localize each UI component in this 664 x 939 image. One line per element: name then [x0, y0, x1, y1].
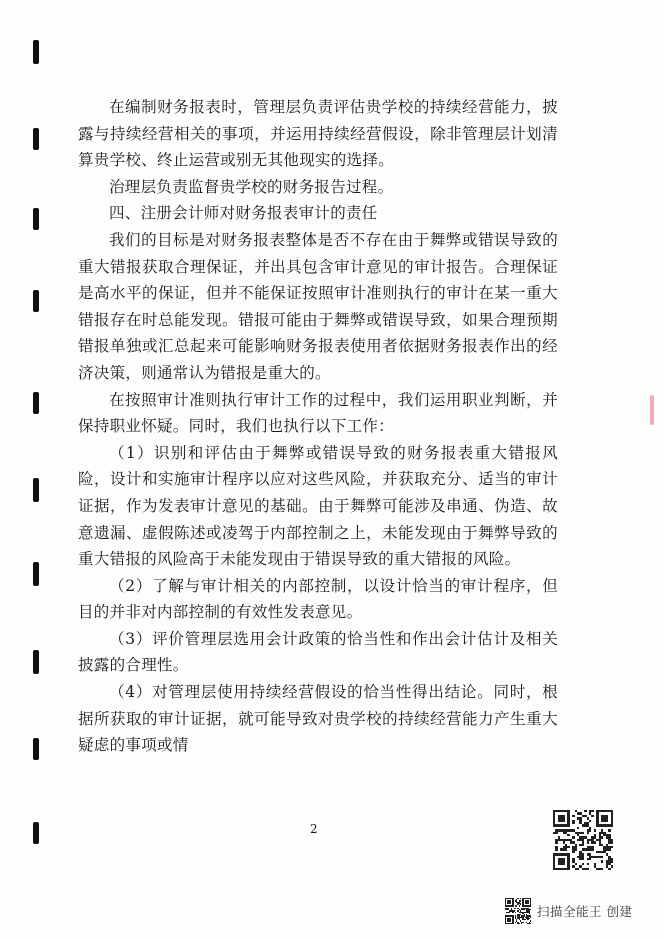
section-heading: 四、注册会计师对财务报表审计的责任: [109, 204, 378, 223]
list-item: （2）了解与审计相关的内部控制，以设计恰当的审计程序，但目的并非对内部控制的有效性发表意见。: [78, 576, 558, 622]
paragraph: 在按照审计准则执行审计工作的过程中，我们运用职业判断，并保持职业怀疑。同时，我们也执行以下工作：: [78, 390, 558, 436]
binding-mark: [33, 290, 39, 312]
binding-mark: [33, 208, 39, 230]
list-item: （1）识别和评估由于舞弊或错误导致的财务报表重大错报风险，设计和实施审计程序以应对这些风险，并获取充分、适当的审计证据，作为发表审计意见的基础。由于舞弊可能涉及串通、伪造、故意遗漏、虚假陈述或凌驾于内部控制之上，未能发现由于舞弊导致的重大错报的风险高于未能发现由于错误导致的重大错报的风险。: [78, 443, 558, 569]
document-body: [78, 94, 558, 759]
paragraph: 在编制财务报表时，管理层负责评估贵学校的持续经营能力，披露与持续经营相关的事项，并运用持续经营假设，除非管理层计划清算贵学校、终止运营或别无其他现实的选择。: [78, 98, 558, 170]
list-item: （3）评价管理层选用会计政策的恰当性和作出会计估计及相关披露的合理性。: [78, 629, 558, 675]
binding-mark: [33, 822, 39, 844]
paragraph: 治理层负责监督贵学校的财务报告过程。: [109, 177, 394, 196]
binding-mark: [33, 392, 39, 414]
binding-mark: [33, 128, 39, 150]
binding-mark: [33, 40, 39, 64]
binding-mark: [33, 478, 39, 502]
binding-mark: [33, 738, 39, 760]
binding-mark: [33, 562, 39, 586]
list-item: （4）对管理层使用持续经营假设的恰当性得出结论。同时，根据所获取的审计证据，就可能导致对贵学校的持续经营能力产生重大疑虑的事项或情: [78, 683, 558, 755]
watermark-text: 扫描全能王 创建: [537, 904, 633, 919]
paragraph: 我们的目标是对财务报表整体是否不存在由于舞弊或错误导致的重大错报获取合理保证，并出具包含审计意见的审计报告。合理保证是高水平的保证，但并不能保证按照审计准则执行的审计在某一重大错报存在时总能发现。错报可能由于舞弊或错误导致，如果合理预期错报单独或汇总起来可能影响财务报表使用者依据财务报表作出的经济决策，则通常认为错报是重大的。: [78, 230, 558, 382]
qr-code-icon: [553, 810, 613, 870]
edge-stamp-mark: [650, 395, 654, 425]
binding-mark: [33, 650, 39, 674]
scanner-watermark: [505, 898, 632, 924]
qr-code-icon: [505, 898, 531, 924]
page-number: 2: [310, 822, 318, 836]
